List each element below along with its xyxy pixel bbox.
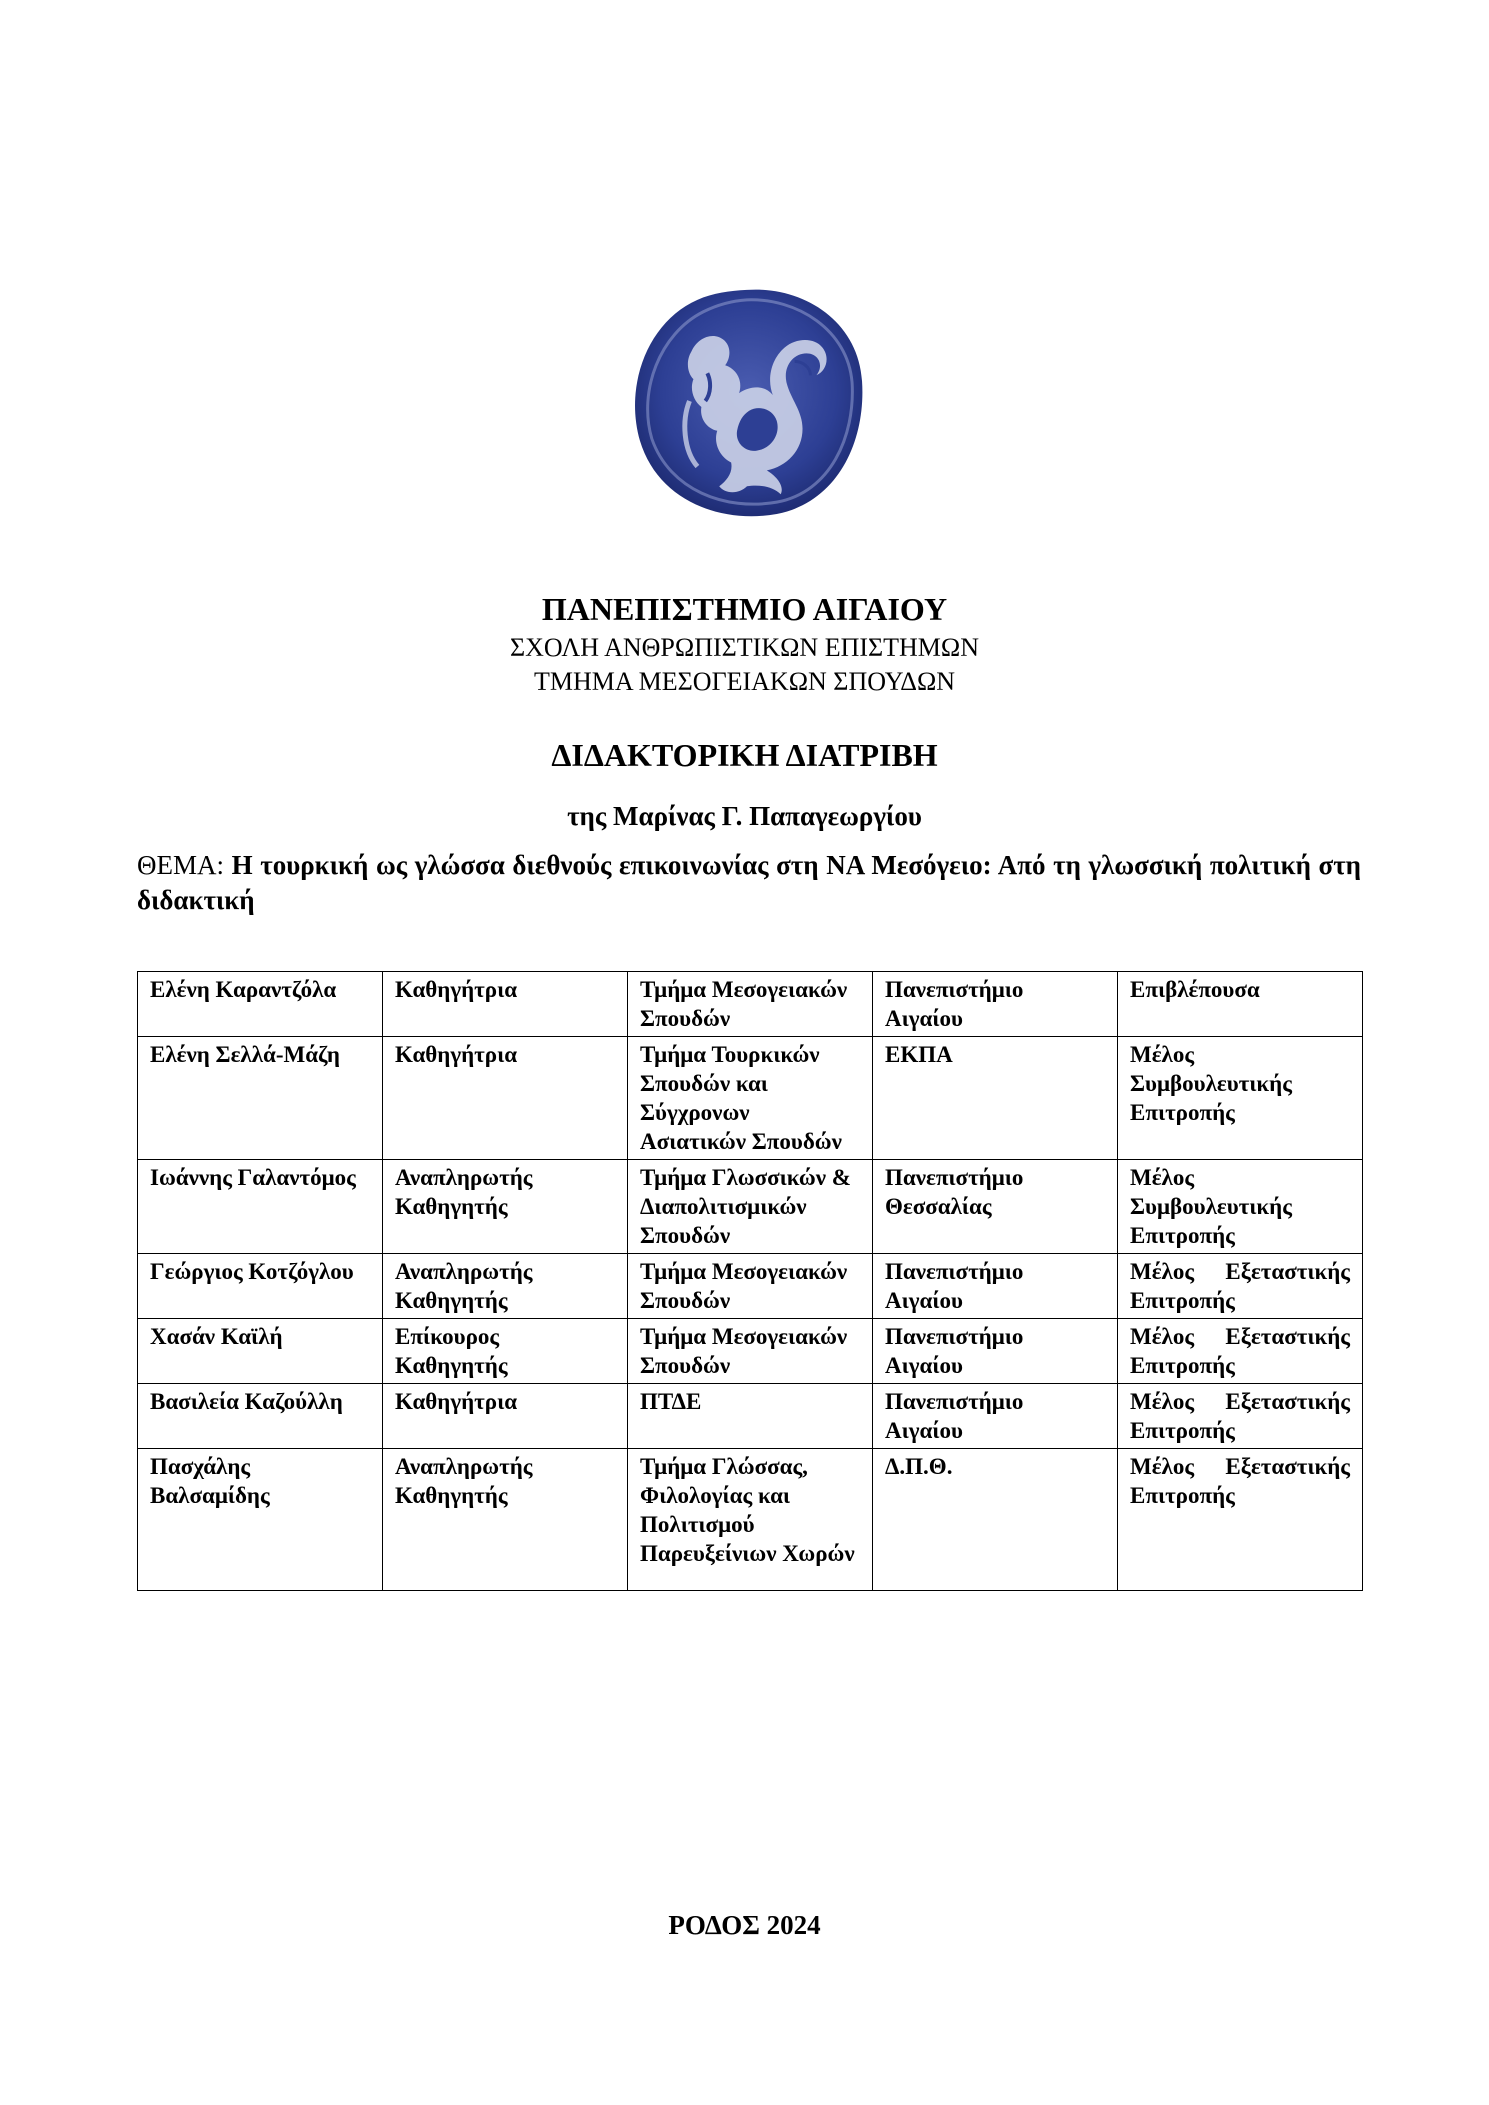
member-name: Ελένη Καραντζόλα — [138, 972, 383, 1037]
member-title: Αναπληρωτής Καθηγητής — [383, 1160, 628, 1254]
member-title: Καθηγήτρια — [383, 1037, 628, 1160]
thesis-topic — [137, 848, 1361, 918]
place-and-year: ΡΟΔΟΣ 2024 — [668, 1910, 821, 1940]
member-title: Αναπληρωτής Καθηγητής — [383, 1449, 628, 1591]
member-title: Καθηγήτρια — [383, 972, 628, 1037]
member-institution: Πανεπιστήμιο Θεσσαλίας — [873, 1160, 1118, 1254]
member-institution: ΕΚΠΑ — [873, 1037, 1118, 1160]
table-row — [138, 972, 1363, 1037]
member-role: Επιβλέπουσα — [1118, 972, 1363, 1037]
member-department: Τμήμα Μεσογειακών Σπουδών — [628, 1254, 873, 1319]
member-name: Χασάν Καϊλή — [138, 1319, 383, 1384]
member-role: Μέλος Εξεταστικής Επιτροπής — [1118, 1254, 1363, 1319]
committee-table — [137, 971, 1363, 1591]
member-role: Μέλος Εξεταστικής Επιτροπής — [1118, 1319, 1363, 1384]
member-department: Τμήμα Γλωσσικών & Διαπολιτισμικών Σπουδών — [628, 1160, 873, 1254]
author-line: της Μαρίνας Γ. Παπαγεωργίου — [567, 801, 922, 831]
university-seal-logo — [628, 282, 866, 520]
table-row — [138, 1449, 1363, 1591]
member-institution: Πανεπιστήμιο Αιγαίου — [873, 1254, 1118, 1319]
member-role: Μέλος Εξεταστικής Επιτροπής — [1118, 1384, 1363, 1449]
member-department: ΠΤΔΕ — [628, 1384, 873, 1449]
table-row — [138, 1037, 1363, 1160]
member-institution: Πανεπιστήμιο Αιγαίου — [873, 972, 1118, 1037]
table-row — [138, 1319, 1363, 1384]
department-name: ΤΜΗΜΑ ΜΕΣΟΓΕΙΑΚΩΝ ΣΠΟΥΔΩΝ — [533, 667, 956, 696]
member-department: Τμήμα Μεσογειακών Σπουδών — [628, 972, 873, 1037]
member-department: Τμήμα Τουρκικών Σπουδών και Σύγχρονων Ασιατικών Σπουδών — [628, 1037, 873, 1160]
member-department: Τμήμα Μεσογειακών Σπουδών — [628, 1319, 873, 1384]
member-department: Τμήμα Γλώσσας, Φιλολογίας και Πολιτισμού Παρευξείνιων Χωρών — [628, 1449, 873, 1591]
table-row — [138, 1160, 1363, 1254]
member-role: Μέλος Συμβουλευτικής Επιτροπής — [1118, 1160, 1363, 1254]
table-row — [138, 1254, 1363, 1319]
member-title: Καθηγήτρια — [383, 1384, 628, 1449]
university-name: ΠΑΝΕΠΙΣΤΗΜΙΟ ΑΙΓΑΙΟΥ — [541, 591, 948, 627]
member-title: Αναπληρωτής Καθηγητής — [383, 1254, 628, 1319]
document-type-heading: ΔΙΔΑΚΤΟΡΙΚΗ ΔΙΑΤΡΙΒΗ — [551, 737, 938, 773]
member-name: Πασχάλης Βαλσαμίδης — [138, 1449, 383, 1591]
member-name: Βασιλεία Καζούλλη — [138, 1384, 383, 1449]
sphinx-seal-icon — [628, 282, 866, 520]
member-institution: Πανεπιστήμιο Αιγαίου — [873, 1384, 1118, 1449]
member-name: Ελένη Σελλά-Μάζη — [138, 1037, 383, 1160]
member-role: Μέλος Εξεταστικής Επιτροπής — [1118, 1449, 1363, 1591]
member-title: Επίκουρος Καθηγητής — [383, 1319, 628, 1384]
member-institution: Δ.Π.Θ. — [873, 1449, 1118, 1591]
table-row — [138, 1384, 1363, 1449]
thema-text: Η τουρκική ως γλώσσα διεθνούς επικοινωνίας στη ΝΑ Μεσόγειο: Από τη γλωσσική πολιτική στη διδακτική — [137, 850, 1361, 915]
thema-label: ΘΕΜΑ: — [137, 850, 224, 880]
member-role: Μέλος Συμβουλευτικής Επιτροπής — [1118, 1037, 1363, 1160]
member-name: Ιωάννης Γαλαντόμος — [138, 1160, 383, 1254]
member-name: Γεώργιος Κοτζόγλου — [138, 1254, 383, 1319]
school-name: ΣΧΟΛΗ ΑΝΘΡΩΠΙΣΤΙΚΩΝ ΕΠΙΣΤΗΜΩΝ — [509, 633, 980, 662]
member-institution: Πανεπιστήμιο Αιγαίου — [873, 1319, 1118, 1384]
